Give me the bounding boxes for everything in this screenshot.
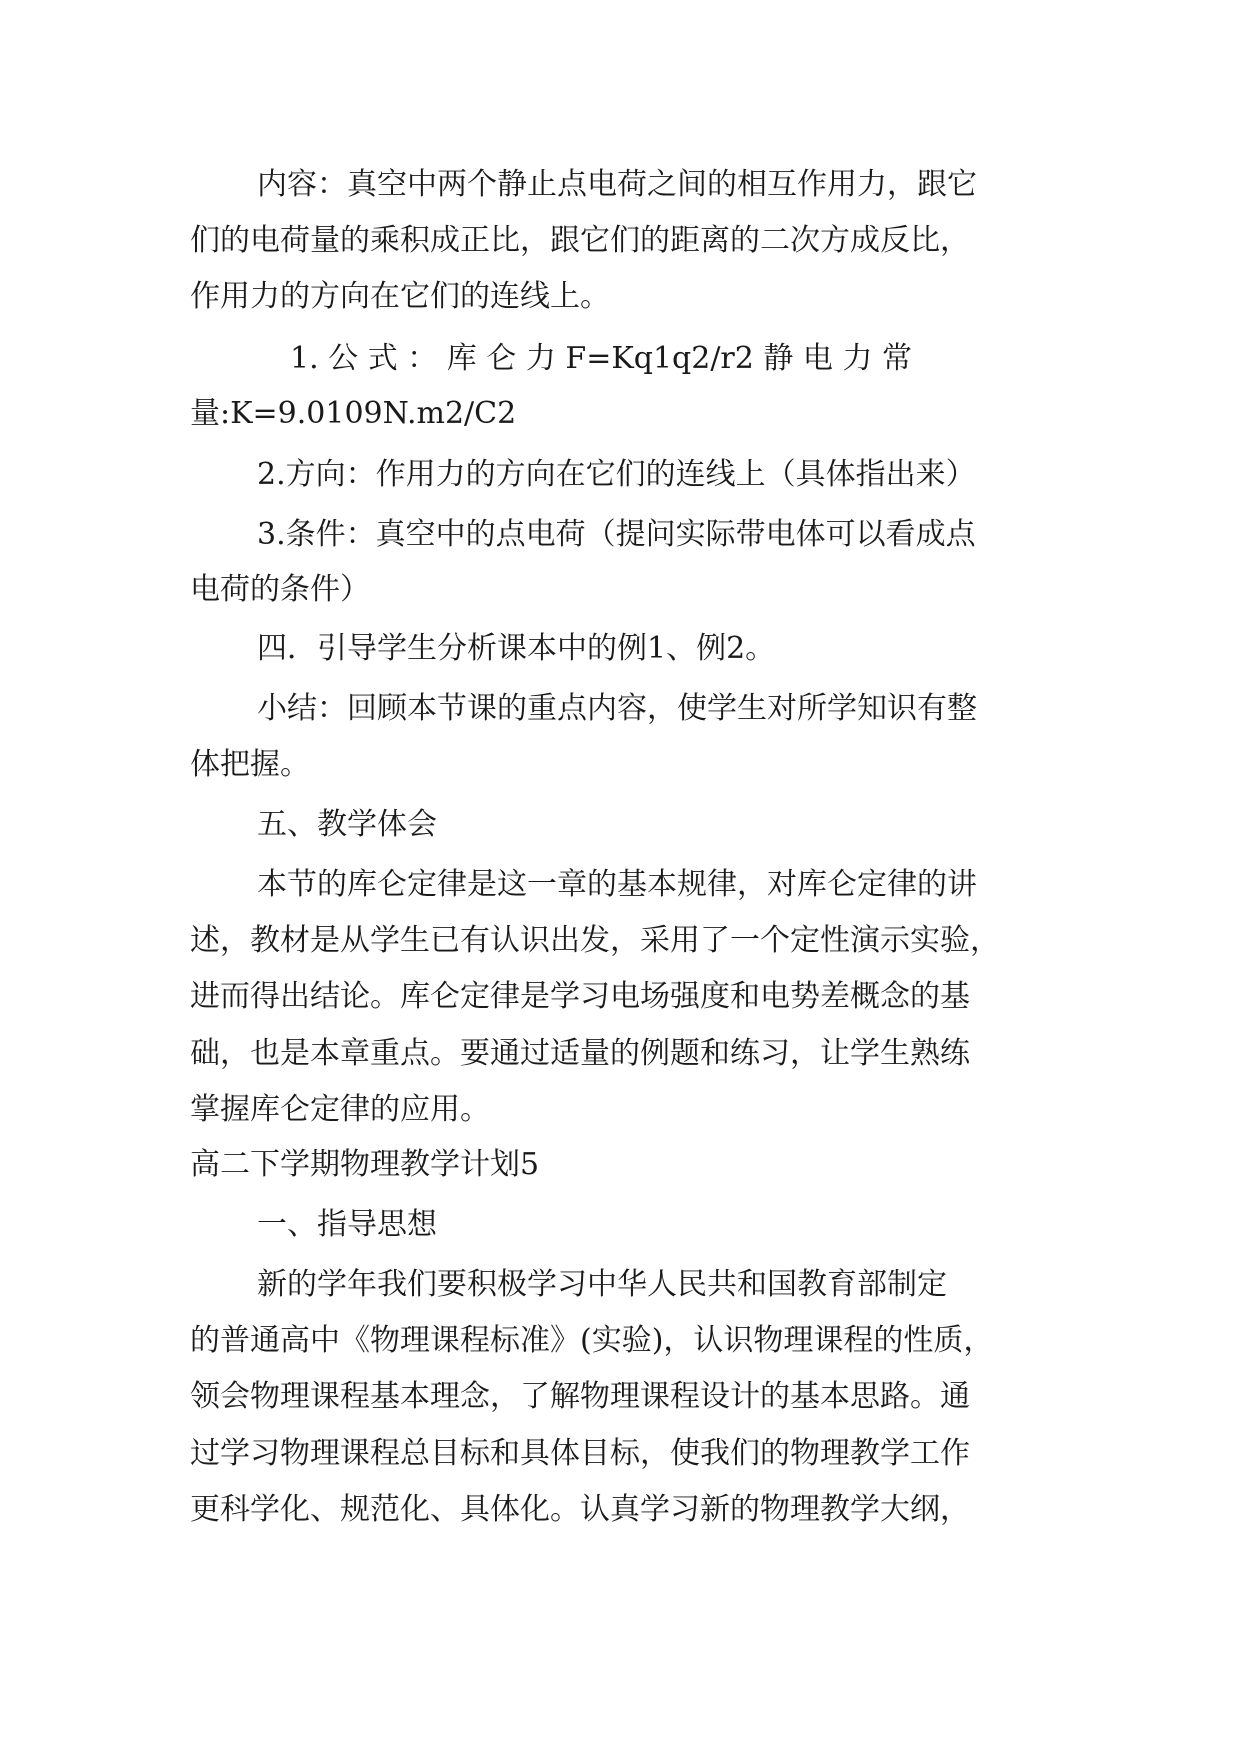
paragraph-line: 过学习物理课程总目标和具体目标，使我们的物理教学工作 <box>190 1436 970 1471</box>
paragraph-line: 进而得出结论。库仑定律是学习电场强度和电势差概念的基 <box>190 979 970 1014</box>
paragraph-line: 述，教材是从学生已有认识出发，采用了一个定性演示实验， <box>190 923 1000 958</box>
paragraph-line: 小结：回顾本节课的重点内容，使学生对所学知识有整 <box>257 691 977 726</box>
paragraph-line: 的普通高中《物理课程标准》(实验)，认识物理课程的性质， <box>190 1323 994 1358</box>
paragraph-line: 体把握。 <box>190 747 310 782</box>
paragraph-line: 更科学化、规范化、具体化。认真学习新的物理教学大纲， <box>190 1492 970 1527</box>
paragraph-line: 3.条件：真空中的点电荷（提问实际带电体可以看成点 <box>257 517 976 552</box>
paragraph-line: 础，也是本章重点。要通过适量的例题和练习，让学生熟练 <box>190 1036 970 1071</box>
paragraph-line: 电荷的条件） <box>190 572 370 607</box>
formula-constant-line: 量:K=9.0109N.m2/C2 <box>190 396 517 431</box>
paragraph-line: 新的学年我们要积极学习中华人民共和国教育部制定 <box>257 1267 947 1302</box>
formula-line: 1. 公 式 ： 库 仑 力 F=Kq1q2/r2 静 电 力 常 <box>290 341 913 376</box>
paragraph-line: 掌握库仑定律的应用。 <box>190 1092 490 1127</box>
paragraph-line: 2.方向：作用力的方向在它们的连线上（具体指出来） <box>257 457 976 492</box>
paragraph-line: 们的电荷量的乘积成正比，跟它们的距离的二次方成反比， <box>190 223 970 258</box>
paragraph-line: 作用力的方向在它们的连线上。 <box>190 279 610 314</box>
paragraph-line: 四．引导学生分析课本中的例1、例2。 <box>257 631 776 666</box>
paragraph-line: 领会物理课程基本理念，了解物理课程设计的基本思路。通 <box>190 1379 970 1414</box>
section-heading: 一、指导思想 <box>257 1207 437 1242</box>
document-title: 高二下学期物理教学计划5 <box>190 1147 540 1182</box>
section-heading: 五、教学体会 <box>257 807 437 842</box>
paragraph-line: 本节的库仑定律是这一章的基本规律，对库仑定律的讲 <box>257 867 977 902</box>
paragraph-line: 内容：真空中两个静止点电荷之间的相互作用力，跟它 <box>257 167 977 202</box>
